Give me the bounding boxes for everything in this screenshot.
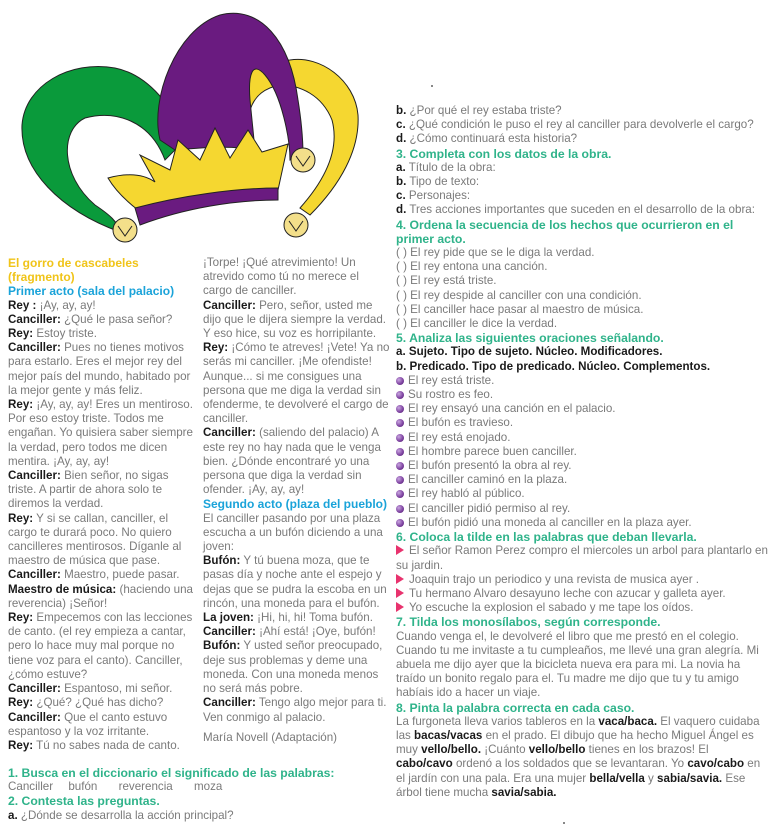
- text-fragment: en el jardín con una pala. Era una mujer: [396, 757, 761, 785]
- line-text: Maestro, puede pasar.: [64, 568, 180, 582]
- word-choice: cavo/cabo: [687, 757, 745, 771]
- question: [396, 132, 768, 146]
- word: moza: [193, 780, 223, 794]
- speaker: Canciller:: [203, 696, 256, 710]
- dialogue-list: [8, 299, 198, 754]
- tilde-text: Tu hermano Alvaro desayuno leche con azucar y galleta ayer.: [409, 586, 726, 600]
- tilde-text: Joaquin trajo un periodico y una revista de musica ayer .: [409, 572, 700, 586]
- question-text: ¿Qué condición le puso el rey al canciller para devolverle el cargo?: [408, 118, 754, 132]
- act1-heading: Primer acto (sala del palacio): [8, 284, 175, 299]
- bullet-icon: [396, 505, 404, 513]
- bullet-icon: [396, 448, 404, 456]
- sequence-text: El rey despide al canciller con una condición.: [410, 288, 642, 302]
- line-text: Estoy triste.: [36, 327, 97, 341]
- speaker: Rey:: [8, 327, 34, 341]
- dialogue-line: [203, 639, 391, 696]
- line-text: ¡Hi, hi, hi! Toma bufón.: [257, 611, 373, 625]
- dialogue-line: [203, 554, 391, 611]
- text-fragment: ¡Cuánto: [481, 743, 529, 757]
- word: reverencia: [118, 780, 173, 794]
- tilde-item: [396, 601, 768, 615]
- bell-icon: [291, 148, 315, 172]
- dialogue-line: [203, 341, 391, 426]
- dialogue-line: [8, 512, 198, 569]
- speaker: Maestro de música:: [8, 582, 117, 596]
- line-text: ¿Qué le pasa señor?: [64, 312, 173, 326]
- sequence-item: [396, 274, 768, 288]
- tilde-list: [396, 544, 768, 615]
- order-blank[interactable]: ( ): [396, 302, 411, 316]
- order-blank[interactable]: ( ): [396, 317, 411, 331]
- line-text: Y tú buena moza, que te pasas día y noche ante el espejo y dejas que se pudra la escoba en un rincón, una moneda para el bufón.: [203, 554, 387, 610]
- word-list: [8, 780, 388, 794]
- author: María Novell (Adaptación): [203, 730, 338, 744]
- sentence-item: [396, 473, 768, 487]
- question-letter: c.: [396, 118, 406, 132]
- question-letter: c.: [396, 189, 406, 203]
- section-heading: 3. Completa con los datos de la obra.: [396, 146, 612, 161]
- bell-icon: [113, 218, 137, 242]
- sentence-item: [396, 459, 768, 473]
- dialogue-line: [8, 327, 198, 341]
- sentence-item: [396, 516, 768, 530]
- word-choice: cabo/cavo: [396, 757, 453, 771]
- line-text: Pero, señor, usted me dijo que le dijera siempre la verdad. Y eso hice, su voz es horripilante.: [203, 298, 387, 341]
- line-text: Tú no sabes nada de canto.: [36, 738, 180, 752]
- tilde-item: [396, 573, 768, 587]
- tilde-text: Yo escuche la explosion el sabado y me tape los oídos.: [409, 601, 694, 615]
- order-blank[interactable]: ( ): [396, 260, 411, 274]
- dialogue-line: [8, 696, 198, 710]
- speaker: Canciller:: [8, 312, 61, 326]
- speaker: Canciller:: [203, 298, 256, 312]
- sentence-text: El canciller caminó en la plaza.: [408, 473, 568, 487]
- sentence-text: El bufón pidió una moneda al canciller en la plaza ayer.: [408, 515, 692, 529]
- sentence-item: [396, 374, 768, 388]
- bullet-icon: [396, 462, 404, 470]
- dialogue-line: [8, 469, 198, 512]
- sentence-item: [396, 445, 768, 459]
- sentence-item: [396, 431, 768, 445]
- line-text: Y usted señor preocupado, deje sus problemas y deme una moneda. Con una moneda menos no será más pobre.: [203, 639, 383, 696]
- sentence-text: El rey está enojado.: [408, 430, 511, 444]
- line-text: Pues no tienes motivos para estarlo. Eres el mejor rey del mejor país del mundo, habitado por la mejor gente y más feliz.: [8, 341, 191, 397]
- text-fragment: El vaquero cuidaba las: [396, 714, 760, 742]
- speaker: Bufón:: [203, 639, 241, 653]
- bell-icon: [284, 213, 308, 237]
- activities-column: [396, 104, 768, 800]
- question: [396, 118, 768, 132]
- dialogue-line: [8, 398, 198, 469]
- dialogue-line: [8, 313, 198, 327]
- sequence-text: El rey está triste.: [410, 274, 497, 288]
- text-fragment: en el prado. El dibujo que ha hecho Miguel Ángel es muy: [396, 728, 754, 757]
- play-column-1: [8, 256, 198, 753]
- stray-mark: [563, 822, 565, 824]
- speaker: Rey:: [203, 341, 229, 355]
- sequence-text: El rey pide que se le diga la verdad.: [410, 246, 595, 260]
- jester-hat-illustration: [0, 0, 390, 255]
- sentence-text: El rey ensayó una canción en el palacio.: [408, 402, 616, 416]
- line-text: (saliendo del palacio) A este rey no hay nada que le venga bien. ¿Dónde encontraré yo una persona que diga la verdad sin ofender. ¡Ay, ay, ay!: [203, 426, 381, 497]
- text-fragment: y: [644, 771, 658, 785]
- sentence-text: El canciller pidió permiso al rey.: [408, 501, 571, 515]
- sequence-item: [396, 289, 768, 303]
- word-choice: sabia/savia.: [657, 771, 723, 785]
- section-heading: 7. Tilda los monosílabos, según corresponde.: [396, 615, 661, 630]
- sentence-text: El bufón es travieso.: [408, 416, 514, 430]
- sentence-item: [396, 416, 768, 430]
- speaker: Canciller:: [203, 625, 256, 639]
- speaker: Rey:: [8, 738, 34, 752]
- question-text: Tres acciones importantes que suceden en el desarrollo de la obra:: [409, 203, 755, 217]
- instruction-b: b. Predicado. Tipo de predicado. Núcleo. Complementos.: [396, 359, 711, 373]
- word-choice: bella/vella: [589, 771, 645, 785]
- bullet-icon: [396, 490, 404, 498]
- sentence-text: El bufón presentó la obra al rey.: [408, 459, 572, 473]
- dialogue-line: [203, 426, 391, 497]
- sentence-text: El hombre parece buen canciller.: [408, 444, 577, 458]
- sentence-text: El rey está triste.: [408, 373, 495, 387]
- dialogue-list: [203, 299, 391, 498]
- sentence-text: Su rostro es feo.: [408, 388, 494, 402]
- sentence-list: [396, 374, 768, 530]
- question: [396, 161, 768, 175]
- bullet-icon: [396, 519, 404, 527]
- bullet-icon: [396, 391, 404, 399]
- bullet-icon: [396, 377, 404, 385]
- line-text: ¡Ay, ay, ay! Eres un mentiroso. Por eso estoy triste. Todos me engañan. Yo quisiera saber siempre la verdad, pero todos me dicen mentira. ¡Ay, ay, ay!: [8, 398, 193, 468]
- line-text: Tengo algo mejor para ti. Ven conmigo al palacio.: [203, 696, 387, 724]
- speaker: Bufón:: [203, 554, 241, 568]
- triangle-bullet-icon: [396, 545, 404, 555]
- dialogue-line: [8, 611, 198, 682]
- question: [396, 203, 768, 217]
- question-text: ¿Por qué el rey estaba triste?: [409, 104, 562, 117]
- question-text: Título de la obra:: [408, 160, 496, 174]
- word-choice: bacas/vacas: [414, 728, 483, 742]
- monosyllable-text: Cuando venga el, le devolveré el libro que me prestó en el colegio. Cuando tu me invitaste a tu cumpleaños, me llevé una gran alegría. Mi abuela me dijo ayer que la bicicleta nueva era para mi. La novia ha traído un bonito regalo para el. Tu madre me dijo que tu y tu amigo habíais ido a hacer un viaje.: [396, 629, 759, 700]
- order-blank[interactable]: ( ): [396, 246, 411, 260]
- bullet-icon: [396, 434, 404, 442]
- sentence-text: El rey habló al público.: [408, 487, 525, 501]
- dialogue-line: [8, 711, 198, 739]
- sequence-item: [396, 317, 768, 331]
- question: [396, 189, 768, 203]
- purple-flap: [158, 13, 303, 160]
- question-letter: b.: [396, 175, 407, 189]
- order-blank[interactable]: ( ): [396, 288, 411, 302]
- speaker: Canciller:: [8, 710, 61, 724]
- line-text: Empecemos con las lecciones de canto. (el rey empieza a cantar, pero lo hace muy mal porque no tiene voz para el canto). Canciller, ¿cómo estuve?: [8, 611, 193, 681]
- act2-heading: Segundo acto (plaza del pueblo): [203, 497, 388, 512]
- play-column-2: [203, 256, 391, 745]
- activities-start: [8, 766, 388, 823]
- tilde-item: [396, 587, 768, 601]
- speaker: Canciller:: [8, 682, 61, 696]
- sequence-text: El canciller hace pasar al maestro de música.: [410, 302, 644, 316]
- play-subtitle: (fragmento): [8, 270, 75, 285]
- question-letter: d.: [396, 203, 407, 217]
- dialogue-line: [8, 739, 198, 753]
- speaker: Canciller:: [203, 426, 256, 440]
- word-choice: savia/sabia.: [491, 785, 557, 799]
- speaker: Rey:: [8, 611, 34, 625]
- sentence-item: [396, 388, 768, 402]
- question: [396, 175, 768, 189]
- play-title: El gorro de cascabeles: [8, 256, 139, 270]
- line-text: Y si se callan, canciller, el cargo te durará poco. No quiero cancilleres mentirosos. Díganle al maestro de música que pase.: [8, 511, 182, 568]
- speaker: Rey:: [8, 511, 34, 525]
- sentence-item: [396, 502, 768, 516]
- dialogue-line: [8, 682, 198, 696]
- sequence-text: El rey entona una canción.: [410, 260, 548, 274]
- sentence-item: [396, 487, 768, 501]
- speaker: Rey:: [8, 398, 34, 412]
- sequence-item: [396, 303, 768, 317]
- speaker: Canciller:: [8, 341, 61, 355]
- bullet-icon: [396, 476, 404, 484]
- dialogue-line: [203, 625, 391, 639]
- section-heading: 8. Pinta la palabra correcta en cada caso.: [396, 700, 635, 715]
- text-fragment: Ese árbol tiene mucha: [396, 771, 746, 799]
- question-text: ¿Dónde se desarrolla la acción principal?: [20, 808, 234, 822]
- speaker: Canciller:: [8, 568, 61, 582]
- section-heading: 2. Contesta las preguntas.: [8, 794, 160, 809]
- sentence-item: [396, 402, 768, 416]
- dialogue-line: [203, 611, 391, 625]
- question: [8, 809, 388, 823]
- dialogue-line: [203, 299, 391, 342]
- triangle-bullet-icon: [396, 588, 404, 598]
- tilde-item: [396, 544, 768, 572]
- line-text: ¡Cómo te atreves! ¡Vete! Ya no serás mi canciller. ¡Me ofendiste! Aunque... si me consigues una persona que me diga la verdad sin ofenderme, te devolveré el cargo de canciller.: [203, 341, 390, 426]
- word-choice: vello/bello: [528, 743, 586, 757]
- line-text: Que el canto estuvo espantoso y la voz irritante.: [8, 710, 168, 738]
- dialogue-line: [8, 583, 198, 611]
- sequence-list: [396, 246, 768, 331]
- sequence-item: [396, 260, 768, 274]
- dialogue-line: [8, 341, 198, 398]
- question-letter: a.: [396, 160, 406, 174]
- line-text: Espantoso, mi señor.: [64, 682, 173, 696]
- line-text: Bien señor, no sigas triste. A partir de ahora solo te diremos la verdad.: [8, 469, 169, 511]
- word-choice: vaca/baca.: [598, 714, 658, 728]
- speaker: Rey:: [8, 696, 34, 710]
- question-text: Personajes:: [408, 189, 471, 203]
- question-text: ¿Cómo continuará esta historia?: [409, 132, 578, 146]
- word: bufón: [68, 780, 98, 794]
- question: [396, 104, 768, 118]
- section-heading: 5. Analiza las siguientes oraciones señalando.: [396, 331, 664, 346]
- question-letter: d.: [396, 132, 407, 146]
- act2-intro: El canciller pasando por una plaza escucha a un bufón diciendo a una joven:: [203, 511, 383, 554]
- stray-mark: [431, 85, 433, 87]
- speaker: La joven:: [203, 611, 254, 625]
- line-text: ¡Ay, ay, ay!: [39, 298, 96, 312]
- sequence-item: [396, 246, 768, 260]
- choose-word-text: [396, 715, 768, 800]
- tilde-text: El señor Ramon Perez compro el miercoles un arbol para plantarlo en su jardin.: [396, 544, 768, 572]
- word-choice: vello/bello.: [421, 743, 482, 757]
- dialogue-line: [8, 299, 198, 313]
- question-text: Tipo de texto:: [409, 175, 480, 189]
- question-letter: a.: [8, 808, 18, 822]
- line-text: ¡Ahí está! ¡Oye, bufón!: [259, 625, 376, 639]
- text-fragment: ordenó a los soldados que se levantaran. Yo: [452, 757, 688, 771]
- section-heading: 1. Busca en el diccionario el significado de las palabras:: [8, 766, 335, 780]
- speaker: Rey :: [8, 298, 37, 312]
- line-text: (haciendo una reverencia) ¡Señor!: [8, 582, 193, 610]
- dialogue-continuation: ¡Torpe! ¡Qué atrevimiento! Un atrevido como tú no merece el cargo de canciller.: [203, 256, 359, 298]
- dialogue-line: [203, 696, 391, 724]
- section-heading: 4. Ordena la secuencia de los hechos que ocurrieron en el primer acto.: [396, 217, 734, 246]
- order-blank[interactable]: ( ): [396, 274, 411, 288]
- line-text: ¿Qué? ¿Qué has dicho?: [36, 696, 164, 710]
- bullet-icon: [396, 405, 404, 413]
- bullet-icon: [396, 419, 404, 427]
- question-letter: b.: [396, 104, 407, 117]
- section-heading: 6. Coloca la tilde en las palabras que deban llevarla.: [396, 530, 697, 545]
- dialogue-list: [203, 554, 391, 724]
- sequence-text: El canciller le dice la verdad.: [410, 317, 558, 331]
- instruction-a: a. Sujeto. Tipo de sujeto. Núcleo. Modificadores.: [396, 345, 663, 359]
- dialogue-line: [8, 568, 198, 582]
- word: Canciller: [8, 780, 54, 794]
- triangle-bullet-icon: [396, 574, 404, 584]
- text-fragment: tienes en los brazos! El: [585, 743, 709, 757]
- text-fragment: La furgoneta lleva varios tableros en la: [396, 714, 599, 728]
- speaker: Canciller:: [8, 469, 61, 483]
- triangle-bullet-icon: [396, 602, 404, 612]
